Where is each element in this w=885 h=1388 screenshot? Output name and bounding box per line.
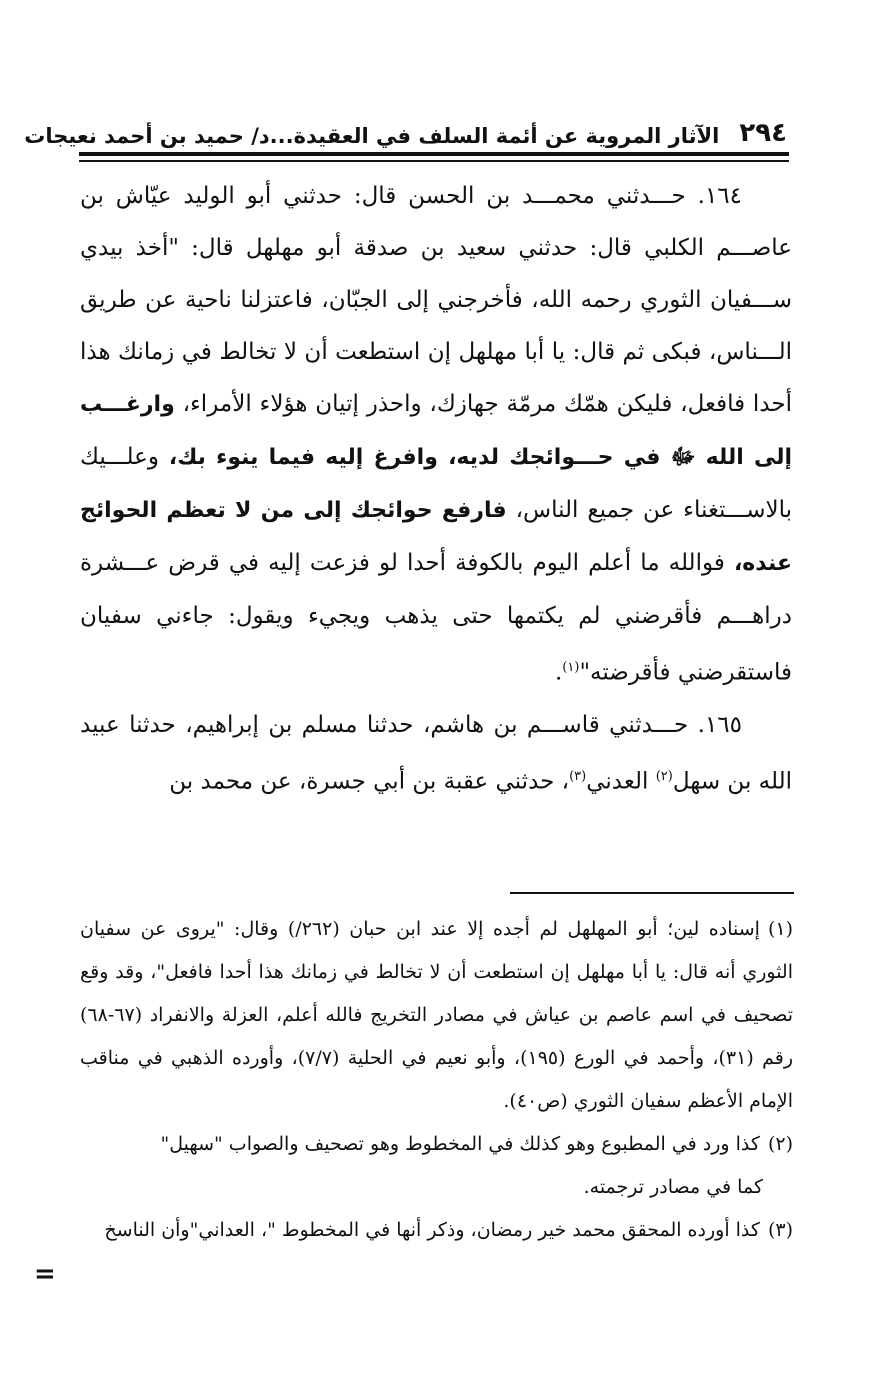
p164-end: . bbox=[554, 659, 563, 686]
footnote-3 bbox=[80, 1209, 793, 1252]
p164-text-2: وعلـــيك بالاســـتغناء عن جميع الناس، bbox=[80, 444, 792, 523]
footnote-2-line-2: كما في مصادر ترجمته. bbox=[583, 1176, 763, 1198]
footnote-3-text: كذا أورده المحقق محمد خير رمضان، وذكر أنها في المخطوط "، العداني"وأن الناسخ bbox=[104, 1219, 760, 1241]
footnote-ref-2[interactable]: (٢) bbox=[655, 768, 673, 784]
footnote-1 bbox=[80, 908, 793, 1123]
paragraph-164 bbox=[80, 170, 792, 699]
main-text bbox=[80, 170, 792, 807]
footnote-1-text: إسناده لين؛ أبو المهلهل لم أجده إلا عند ابن حبان (٢٦٢/) وقال: "يروى عن سفيان الثوري أنه قال: يا أبا مهلهل إن استطعت أن لا تخالط في زمانك هذا أحدا فافعل"، وقد وقع تصحيف في اسم عاصم بن عياش في مصادر التخريج فالله أعلم، العزلة والانفراد (٦٧-٦٨) رقم (٣١)، وأحمد في الورع (١٩٥)، وأبو نعيم في الحلية (٧/٧)، وأورده الذهبي في مناقب الإمام الأعظم سفيان الثوري (ص٤٠). bbox=[80, 918, 794, 1112]
footnote-1-number: (١) bbox=[767, 918, 793, 940]
header-rule-thick bbox=[79, 152, 789, 156]
header-rule-thin bbox=[79, 160, 789, 162]
footnote-ref-3[interactable]: (٣) bbox=[569, 768, 587, 784]
footnote-ref-1[interactable]: (١) bbox=[562, 660, 580, 675]
footnote-2 bbox=[80, 1123, 793, 1166]
p164-text-3: فوالله ما أعلم اليوم بالكوفة أحدا لو فزعت إليه في قرض عـــشرة دراهـــم فأقرضني لم يكتمها حتى يذهب ويجيء ويقول: جاءني سفيان فاستقرضني فأقرضته" bbox=[80, 550, 792, 686]
p165-text-1: ١٦٥. حـــدثني قاســـم بن هاشم، حدثنا مسلم بن إبراهيم، حدثنا عبيد الله بن سهل bbox=[80, 711, 792, 795]
page-number: ٢٩٤ bbox=[739, 118, 787, 148]
continuation-mark: = bbox=[34, 1259, 56, 1289]
footnotes bbox=[80, 908, 793, 1252]
page-header bbox=[24, 100, 787, 148]
p164-bold-1: وارغـــب إلى الله ﷻ في حـــوائجك لديه، وافرغ إليه فيما ينوء بك، bbox=[80, 392, 793, 470]
footnote-2-line-1: كذا ورد في المطبوع وهو كذلك في المخطوط وهو تصحيف والصواب "سهيل" bbox=[160, 1133, 760, 1155]
paragraph-165 bbox=[80, 699, 792, 808]
running-title: الآثار المروية عن أئمة السلف في العقيدة...د/ حميد بن أحمد نعيجات bbox=[24, 124, 720, 148]
p164-text-1: ١٦٤. حـــدثني محمـــد بن الحسن قال: حدثني أبو الوليد عيّاش بن عاصـــم الكلبي قال: حدثني سعيد بن صدقة أبو مهلهل قال: "أخذ بيدي ســـفيان الثوري رحمه الله، فأخرجني إلى الجبّان، فاعتزلنا ناحية عن طريق الـــناس، فبكى ثم قال: يا أبا مهلهل إن استطعت أن لا تخالط في زمانك هذا أحدا فافعل، فليكن همّك مرمّة جهازك، واحذر إتيان هؤلاء الأمراء، bbox=[80, 183, 792, 417]
footnote-separator bbox=[510, 892, 794, 894]
footnote-2-continued bbox=[80, 1166, 793, 1209]
footnote-2-number: (٢) bbox=[767, 1133, 793, 1155]
p164-bold-2: فارفع حوائجك إلى من لا تعظم الحوائج عنده، bbox=[80, 498, 792, 576]
p165-text-2: العدني bbox=[586, 768, 656, 795]
footnote-3-number: (٣) bbox=[767, 1219, 793, 1241]
p165-text-3: ، حدثني عقبة بن أبي جسرة، عن محمد بن bbox=[169, 768, 570, 795]
